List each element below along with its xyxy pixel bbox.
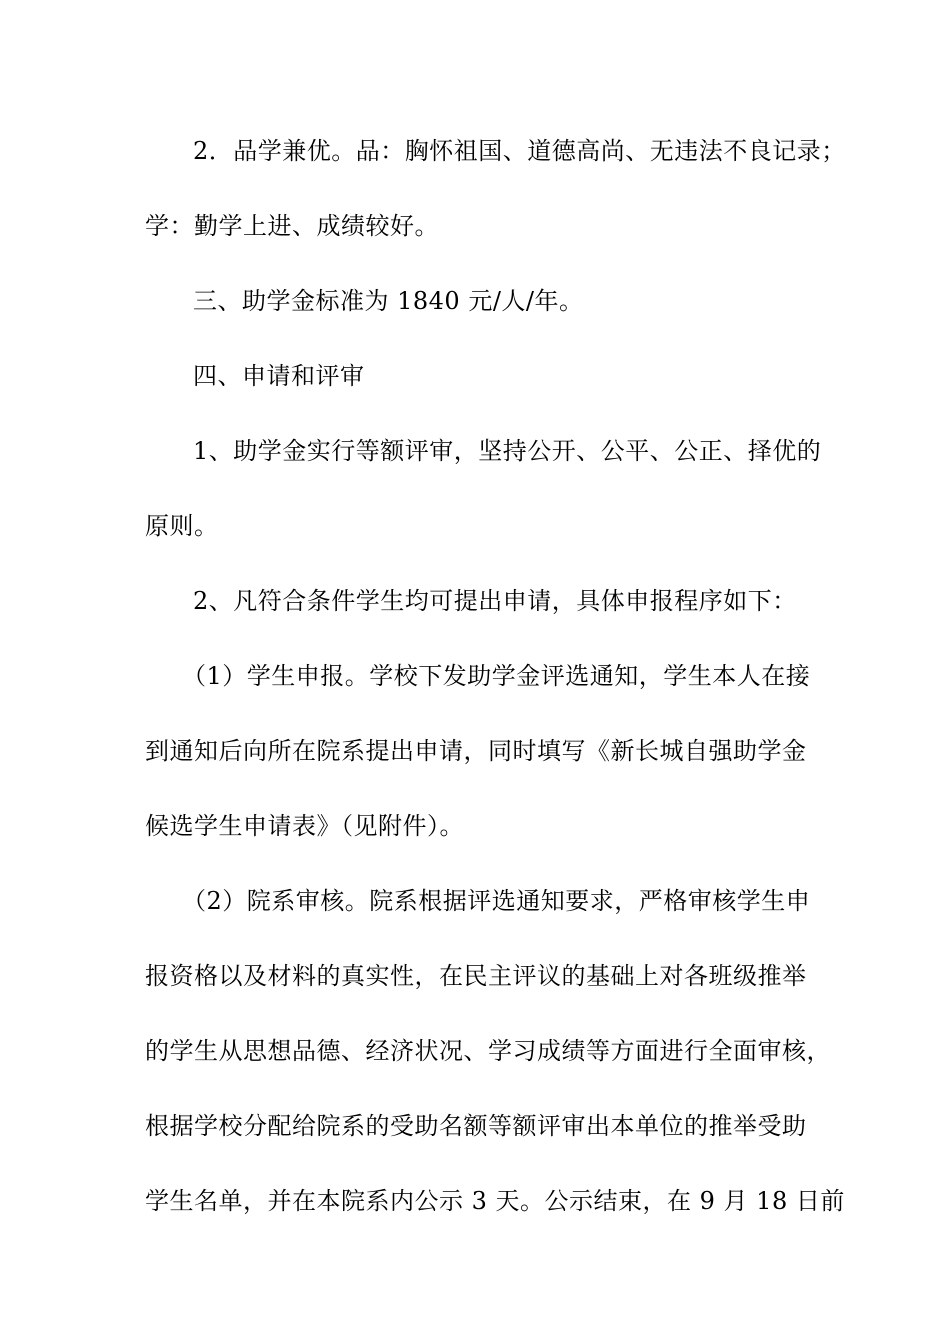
- text-line-10: 候选学生申请表》（见附件）。: [145, 812, 464, 840]
- text-line-6: 原则。: [145, 512, 219, 540]
- text-line-9: 到通知后向所在院系提出申请，同时填写《新长城自强助学金: [145, 737, 807, 765]
- text-line-15: 学生名单，并在本院系内公示 3 天。公示结束，在 9 月 18 日前: [145, 1187, 845, 1215]
- text-line-3: 三、助学金标准为 1840 元/人/年。: [193, 287, 584, 315]
- text-line-2: 学：勤学上进、成绩较好。: [145, 212, 439, 240]
- text-line-7: 2、凡符合条件学生均可提出申请，具体申报程序如下：: [193, 587, 797, 615]
- text-line-13: 的学生从思想品德、经济状况、学习成绩等方面进行全面审核，: [145, 1037, 831, 1065]
- section-heading-apply-review: 四、申请和评审: [193, 362, 365, 390]
- text-line-1: 2．品学兼优。品：胸怀祖国、道德高尚、无违法不良记录；: [193, 137, 846, 165]
- text-line-14: 根据学校分配给院系的受助名额等额评审出本单位的推举受助: [145, 1112, 807, 1140]
- text-line-5: 1、助学金实行等额评审，坚持公开、公平、公正、择优的: [193, 437, 822, 465]
- text-line-8: （1）学生申报。学校下发助学金评选通知，学生本人在接: [182, 662, 811, 690]
- text-line-11: （2）院系审核。院系根据评选通知要求，严格审核学生申: [182, 887, 811, 915]
- text-line-12: 报资格以及材料的真实性，在民主评议的基础上对各班级推举: [145, 962, 807, 990]
